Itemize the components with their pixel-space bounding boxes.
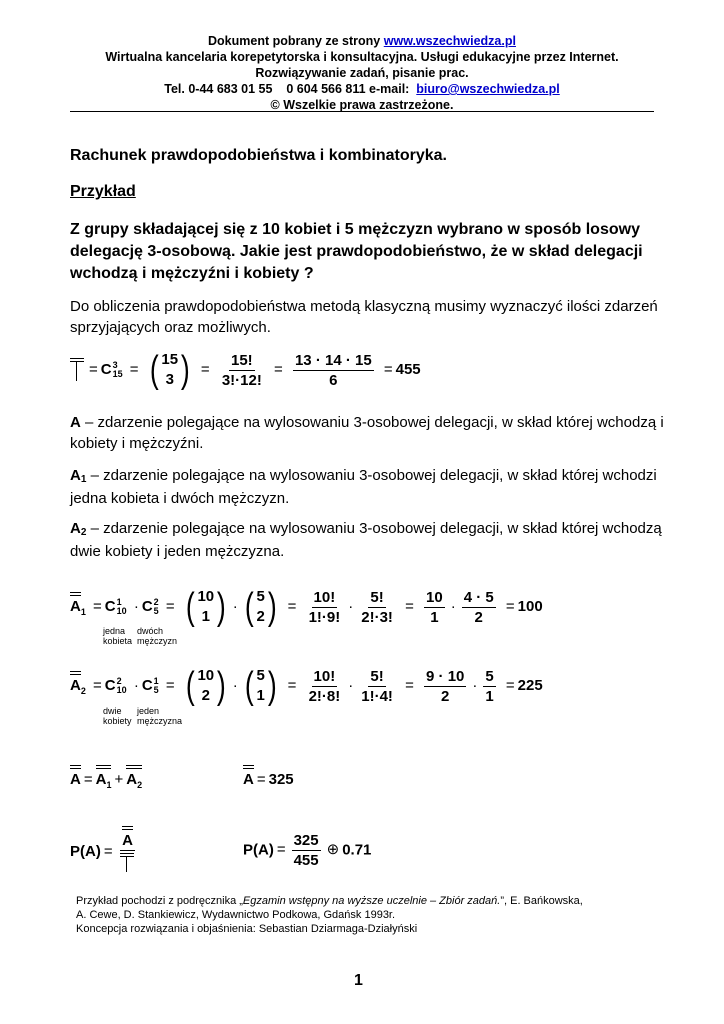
fraction: $\frac{4 \cdot 5}{2}$ — [463, 588, 494, 626]
header-line-1: Dokument pobrany ze strony www.wszechwiedza.pl — [208, 34, 516, 48]
probability-formula: P(A) = A — [70, 832, 140, 872]
fraction: $\frac{10}{1}$ — [426, 588, 443, 626]
fraction: $\frac{5!}{2!\cdot 3!}$ — [361, 588, 393, 626]
example-label: Przykład — [70, 183, 136, 200]
sum-result-equation: A = 325 — [243, 771, 294, 788]
event-a-definition: A – zdarzenie polegające na wylosowaniu 3-osobowej delegacji, w skład której wchodzą i kobiety i mężczyźni. — [70, 414, 664, 452]
event-a2-definition: A2 – zdarzenie polegające na wylosowaniu 3-osobowej delegacji, w skład której wchodzą dwie kobiety i jeden mężczyzna. — [70, 520, 662, 560]
favourable-count: 325 — [268, 771, 294, 788]
sum-equation: $A = A_1 + A_2$ — [70, 771, 143, 790]
a2-note-men: jeden mężczyzna — [137, 706, 183, 726]
header-line-2: Wirtualna kancelaria korepetytorska i konsultacyjna. Usługi edukacyjne przez Internet. — [105, 50, 619, 64]
problem-statement: Z grupy składającej się z 10 kobiet i 5 mężczyzn wybrano w sposób losowy delegację 3-osobową. Jakie jest prawdopodobieństwo, że w skład delegacji wchodzą i mężczyźni i kobiety ? — [70, 221, 643, 282]
a2-note-women: dwie kobiety — [103, 706, 132, 726]
page-number: 1 — [354, 972, 363, 989]
website-link[interactable]: www.wszechwiedza.pl — [383, 34, 516, 48]
a1-result: 100 — [517, 597, 543, 615]
header-divider — [70, 111, 654, 112]
binomial: ( 5 2 ) — [244, 586, 277, 628]
a2-result: 225 — [517, 676, 543, 694]
fraction: $\frac{5!}{1!\cdot 4!}$ — [361, 667, 393, 705]
a1-note-men: dwóch mężczyzn — [137, 626, 178, 646]
fraction: $\frac{13 \cdot 14 \cdot 15}{6}$ — [294, 351, 372, 389]
source-citation: Przykład pochodzi z podręcznika „Egzamin wstępny na wyższe uczelnie – Zbiór zadań.”, E. Bańkowska, A. Cewe, D. Stankiewicz, Wydawnictwo Podkowa, Gdańsk 1993r. Koncepcja rozwiązania i objaśnienia: Sebastian Dziarmaga-Działyński — [76, 895, 583, 935]
fraction: $\frac{15!}{3!\cdot 12!}$ — [221, 351, 262, 389]
fraction: $\frac{10!}{1!\cdot 9!}$ — [308, 588, 341, 626]
fraction: $\frac{9 \cdot 10}{2}$ — [426, 667, 465, 705]
email-link[interactable]: biuro@wszechwiedza.pl — [416, 82, 560, 96]
header-line-5: © Wszelkie prawa zastrzeżone. — [270, 98, 454, 112]
omega-equation: = C 3 15 = ( 15 3 ) = $\frac{15!}{3!\cdot 12!}$ = $\frac{13 \cdot 14 \cdot 15}{6}$ = 455 — [89, 349, 421, 391]
document-header — [70, 33, 654, 113]
fraction: $\frac{5}{1}$ — [485, 667, 494, 705]
binomial: ( 10 1 ) — [185, 586, 226, 628]
header-line-3: Rozwiązywanie zadań, pisanie prac. — [255, 66, 469, 80]
fraction: A — [119, 832, 137, 872]
a1-equation: $A_1 = C$ 1 10 · C 2 5 = ( 10 1 ) · ( 5 2 ) = $\frac{10!}{1!\cdot 9!}$ · $\frac{5!}{2!\cdot 3!}$ = $\frac{10}{1}$ · $\frac{4 \cdot 5}{2}$ = 100 — [70, 586, 543, 628]
omega-symbol-small — [120, 853, 134, 871]
a2-equation: $A_2 = C$ 2 10 · C 1 5 = ( 10 2 ) · ( 5 1 ) = $\frac{10!}{2!\cdot 8!}$ · $\frac{5!}{1!\cdot 4!}$ = $\frac{9 \cdot 10}{2}$ · $\frac{5}{1}$ = 225 — [70, 665, 543, 707]
probability-value: 0.71 — [342, 841, 372, 859]
fraction: $\frac{10!}{2!\cdot 8!}$ — [308, 667, 341, 705]
binomial: ( 10 2 ) — [185, 665, 226, 707]
header-line-4: Tel. 0-44 683 01 55 0 604 566 811 e-mail: biuro@wszechwiedza.pl — [164, 82, 560, 96]
omega-symbol — [70, 358, 84, 380]
omega-result: 455 — [395, 360, 421, 378]
binomial: ( 5 1 ) — [244, 665, 277, 707]
probability-result: P(A) = $\frac{325}{455}$ ⊕ 0.71 — [243, 832, 372, 869]
a1-note-women: jedna kobieta — [103, 626, 133, 646]
event-a1-definition: A1 – zdarzenie polegające na wylosowaniu 3-osobowej delegacji, w skład której wchodzi jedna kobieta i dwóch mężczyzn. — [70, 467, 657, 507]
document-title: Rachunek prawdopodobieństwa i kombinatoryka. — [70, 147, 447, 164]
binomial: ( 15 3 ) — [149, 349, 190, 391]
intro-paragraph: Do obliczenia prawdopodobieństwa metodą klasyczną musimy wyznaczyć ilości zdarzeń sprzyjających oraz możliwych. — [70, 298, 658, 336]
fraction: $\frac{325}{455}$ — [293, 832, 319, 869]
